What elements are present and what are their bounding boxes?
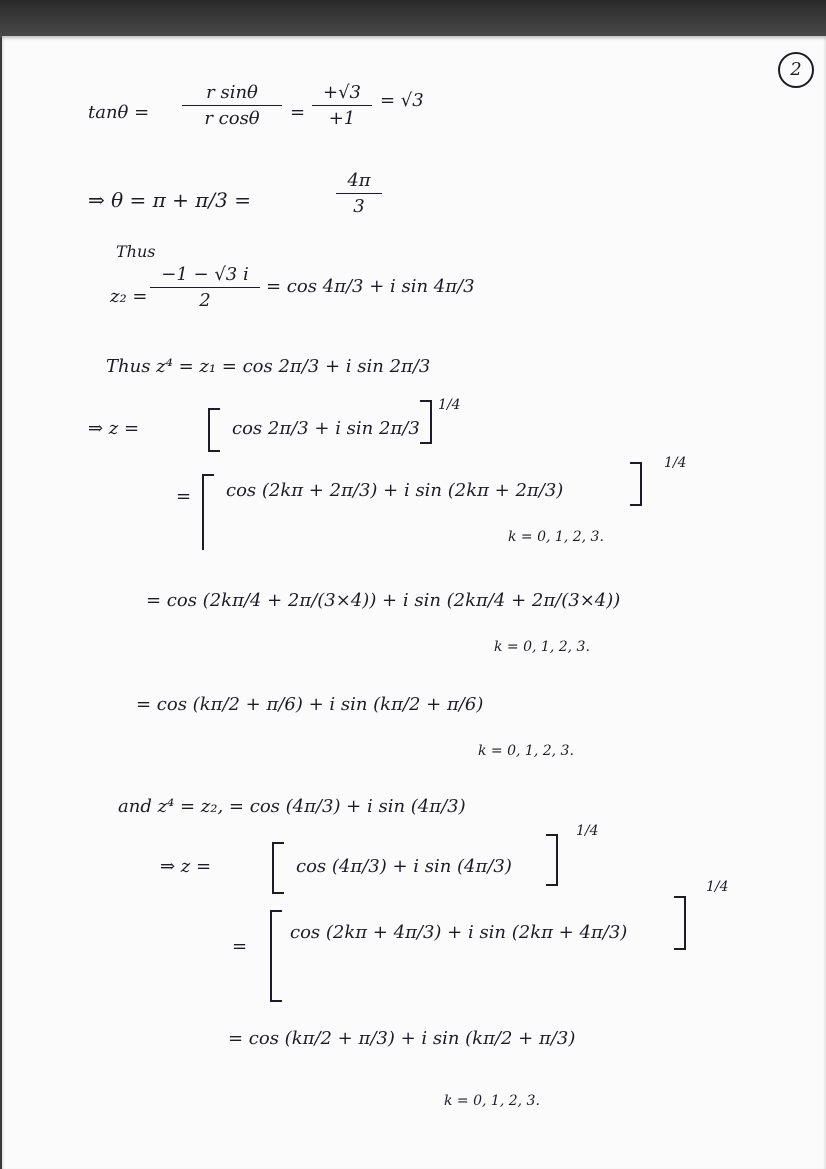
line11-power: 1/4 — [706, 879, 729, 895]
line11-bracket-right — [674, 896, 686, 950]
line1-frac2-numerator: +√3 — [322, 82, 361, 103]
line1-frac-numerator: r sinθ — [206, 82, 258, 103]
line5-bracket-right — [420, 400, 432, 444]
line8-range: k = 0, 1, 2, 3. — [478, 743, 574, 759]
line1-equals: = — [290, 102, 306, 123]
line10-power: 1/4 — [576, 823, 599, 839]
line3-fraction — [150, 264, 260, 311]
page-number: 2 — [778, 52, 814, 88]
line11-bracket-left — [270, 910, 282, 1002]
line5-bracket-left — [208, 408, 220, 452]
line6-equals: = — [176, 486, 192, 507]
line5-inner: cos 2π/3 + i sin 2π/3 — [232, 418, 420, 439]
line5-power: 1/4 — [438, 397, 461, 413]
line7-text: = cos (2kπ/4 + 2π/(3×4)) + i sin (2kπ/4 + 2π/(3×4)) — [146, 590, 621, 611]
line1-frac-denominator: r cosθ — [204, 108, 260, 129]
line2-frac-numerator: 4π — [347, 170, 371, 191]
line6-power: 1/4 — [664, 455, 687, 471]
line3-lhs: z₂ = — [110, 286, 148, 307]
line6-bracket-left — [202, 474, 214, 550]
line12-text: = cos (kπ/2 + π/3) + i sin (kπ/2 + π/3) — [228, 1028, 576, 1049]
line10-bracket-left — [272, 842, 284, 894]
line1-fraction-2 — [312, 82, 372, 129]
line4-text: Thus z⁴ = z₁ = cos 2π/3 + i sin 2π/3 — [106, 356, 431, 377]
line10-text: ⇒ z = — [160, 856, 212, 877]
line8-text: = cos (kπ/2 + π/6) + i sin (kπ/2 + π/6) — [136, 694, 484, 715]
line6-inner: cos (2kπ + 2π/3) + i sin (2kπ + 2π/3) — [226, 480, 564, 501]
line11-inner: cos (2kπ + 4π/3) + i sin (2kπ + 4π/3) — [290, 922, 628, 943]
line2-frac-denominator: 3 — [353, 196, 365, 217]
line12-range: k = 0, 1, 2, 3. — [444, 1093, 540, 1109]
line6-bracket-right — [630, 462, 642, 506]
line1-lhs: tanθ = — [88, 102, 150, 123]
line2-text: ⇒ θ = π + π/3 = — [88, 188, 251, 212]
line5-text: ⇒ z = — [88, 418, 140, 439]
line10-inner: cos (4π/3) + i sin (4π/3) — [296, 856, 512, 877]
line1-rhs: = √3 — [380, 90, 424, 111]
line9-text: and z⁴ = z₂, = cos (4π/3) + i sin (4π/3) — [118, 796, 466, 817]
line6-range: k = 0, 1, 2, 3. — [508, 529, 604, 545]
line3-frac-denominator: 2 — [199, 290, 211, 311]
line1-frac2-denominator: +1 — [328, 108, 356, 129]
line10-bracket-right — [546, 834, 558, 886]
line1-fraction — [182, 82, 282, 129]
scanner-edge — [0, 0, 826, 38]
line3-rhs: = cos 4π/3 + i sin 4π/3 — [266, 276, 475, 297]
line3-thus: Thus — [116, 242, 156, 261]
line3-frac-numerator: −1 − √3 i — [161, 264, 249, 285]
line7-range: k = 0, 1, 2, 3. — [494, 639, 590, 655]
line11-equals: = — [232, 936, 248, 957]
line2-fraction — [336, 170, 382, 217]
